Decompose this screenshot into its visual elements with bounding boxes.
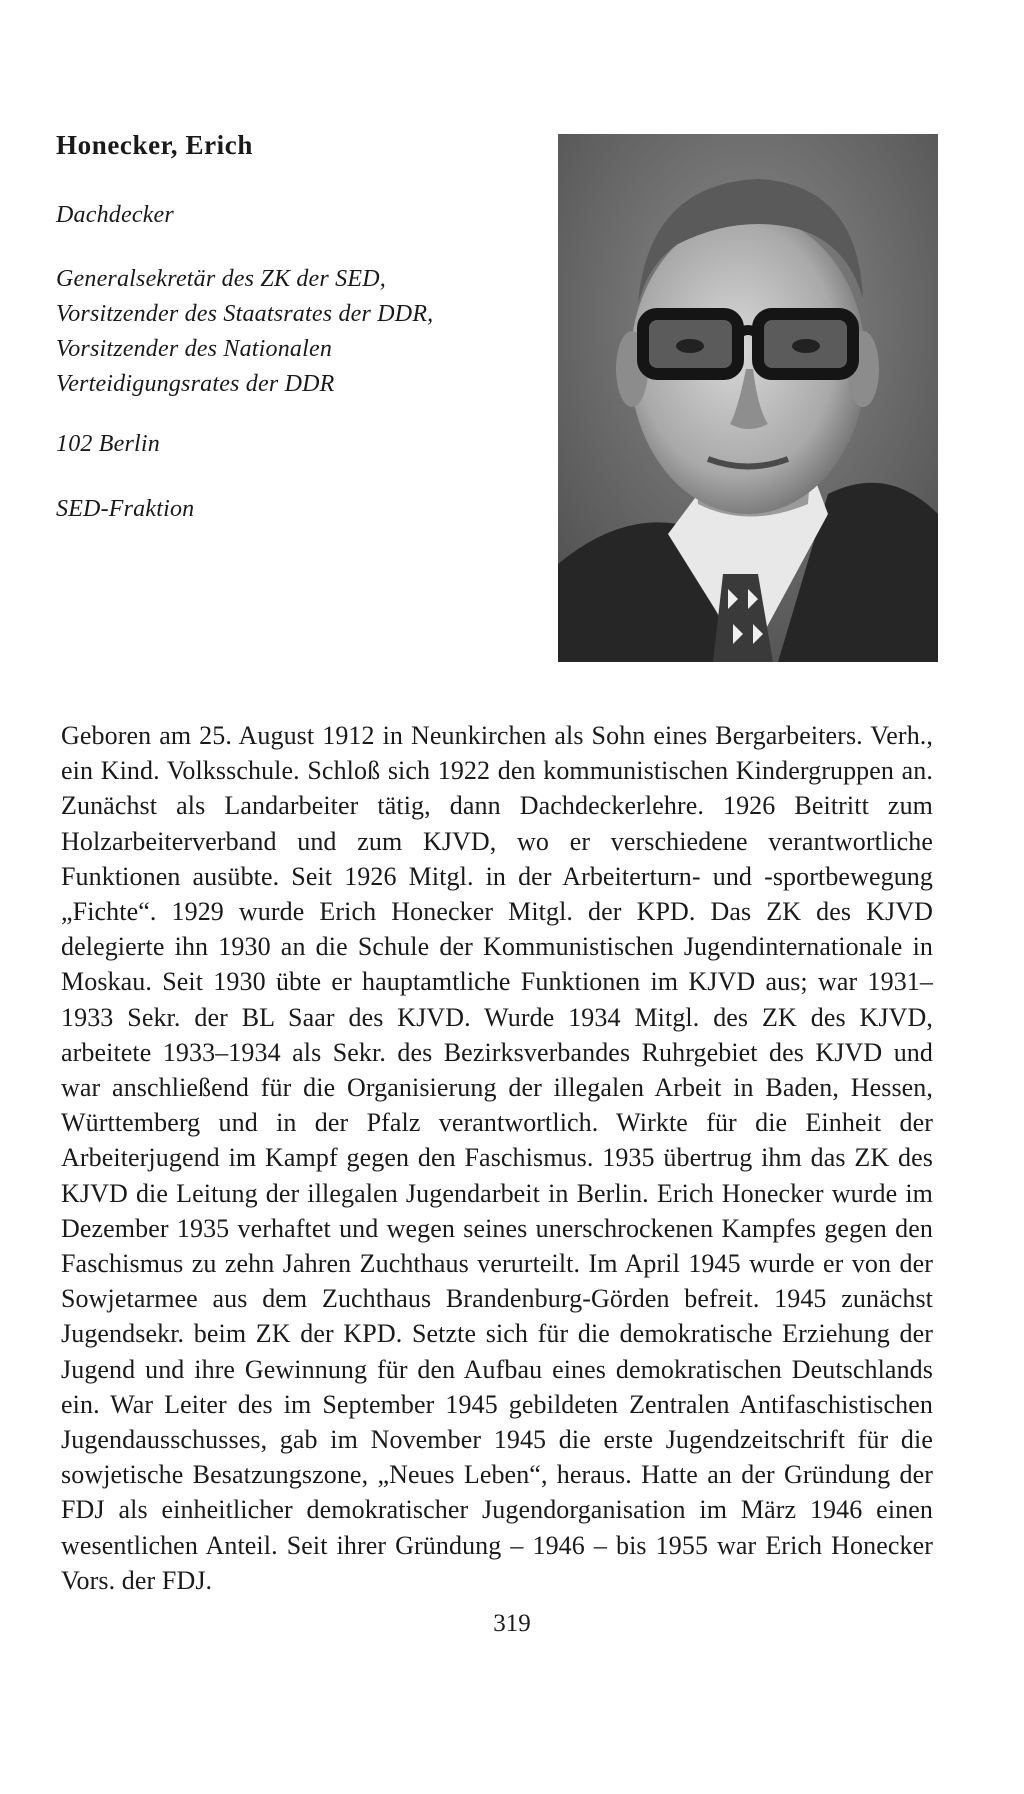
entry-location: 102 Berlin (56, 431, 160, 457)
entry-profession: Dachdecker (56, 202, 174, 228)
entry-faction: SED-Fraktion (56, 496, 195, 522)
portrait-photo-icon (558, 134, 938, 662)
entry-positions: Generalsekretär des ZK der SED, Vorsitzender des Staatsrates der DDR, Vorsitzender des Nationalen Verteidigungsrates der DDR (56, 266, 434, 397)
portrait-photo (558, 134, 938, 662)
biography-text: Geboren am 25. August 1912 in Neunkirchen als Sohn eines Bergarbeiters. Verh., ein Kind. Volksschule. Schloß sich 1922 den kommunistischen Kindergruppen an. Zunächst als Landarbeiter tätig, dann Dachdeckerlehre. 1926 Beitritt zum Holzarbeiterverband und zum KJVD, wo er verschiedene verantwortliche Funktionen ausübte. Seit 1926 Mitgl. in der Arbeiterturn- und -sportbewegung „Fichte“. 1929 wurde Erich Honecker Mitgl. der KPD. Das ZK des KJVD delegierte ihn 1930 an die Schule der Kommunistischen Jugendinternationale in Moskau. Seit 1930 übte er hauptamtliche Funktionen im KJVD aus; war 1931–1933 Sekr. der BL Saar des KJVD. Wurde 1934 Mitgl. des ZK des KJVD, arbeitete 1933–1934 als Sekr. des Bezirksverbandes Ruhrgebiet des KJVD und war anschließend für die Organisierung der illegalen Arbeit in Baden, Hessen, Württemberg und in der Pfalz verantwortlich. Wirkte für die Einheit der Arbeiterjugend im Kampf gegen den Faschismus. 1935 übertrug ihm das ZK des KJVD die Leitung der illegalen Jugendarbeit in Berlin. Erich Honecker wurde im Dezember 1935 verhaftet und wegen seines unerschrockenen Kampfes gegen den Faschismus zu zehn Jahren Zuchthaus verurteilt. Im April 1945 wurde er von der Sowjetarmee aus dem Zuchthaus Brandenburg-Görden befreit. 1945 zunächst Jugendsekr. beim ZK der KPD. Setzte sich für die demokratische Erziehung der Jugend und ihre Gewinnung für den Aufbau eines demokratischen Deutschlands ein. War Leiter des im September 1945 gebildeten Zentralen Antifaschistischen Jugendausschusses, gab im November 1945 die erste Jugendzeitschrift für die sowjetische Besatzungszone, „Neues Leben“, heraus. Hatte an der Gründung der FDJ als einheitlicher demokratischer Jugendorganisation im März 1946 einen wesentlichen Anteil. Seit ihrer Gründung – 1946 – bis 1955 war Erich Honecker Vors. der FDJ. (61, 721, 933, 1595)
page-number: 319 (493, 1610, 531, 1637)
entry-name: Honecker, Erich (56, 130, 253, 160)
